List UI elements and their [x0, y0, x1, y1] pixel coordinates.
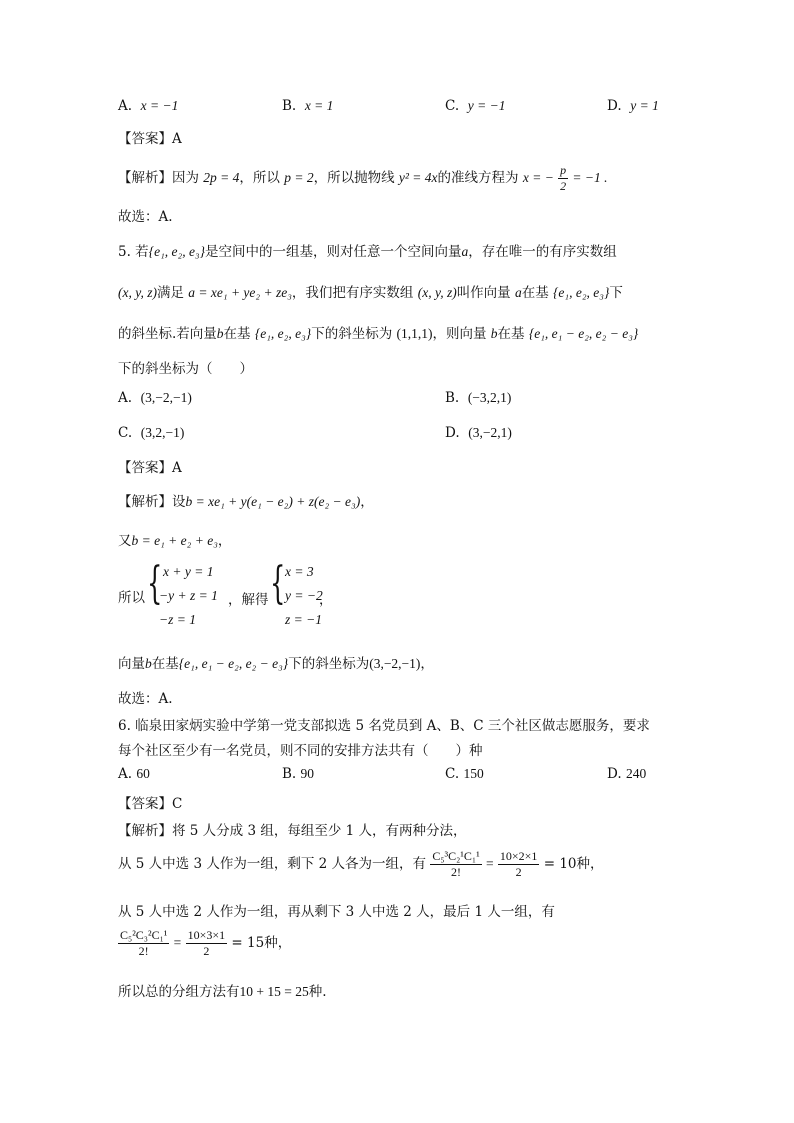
basis-e-alt: {e₁, e₁ − e₂, e₂ − e₃} — [528, 326, 639, 341]
q5-line2: (x, y, z)满足 a = xe₁ + ye₂ + ze₃，我们把有序实数组 (x, y, z)叫作向量 a在基 {e₁, e₂, e₃}下 — [118, 285, 623, 301]
q6-option-b: B. 90 — [282, 766, 315, 782]
q4-option-d: D. y = 1 — [607, 98, 659, 114]
q6-option-a: A. 60 — [118, 766, 150, 782]
q5-sol1: 【解析】设b = xe₁ + y(e₁ − e₂) + z(e₂ − e₃)， — [118, 494, 374, 510]
q5-line1: 5. 若{e₁, e₂, e₃}是空间中的一组基，则对任意一个空间向量a，存在唯一的有序实数组 — [118, 244, 617, 260]
system2-eq3: z = −1 — [285, 612, 322, 627]
q6-frac2: $\frac{10\times 2\times 1}{2}$ — [499, 849, 538, 879]
q5-option-b: B. (−3,2,1) — [445, 390, 512, 406]
q4-answer: 【答案】A — [118, 131, 182, 147]
q5-line4: 下的斜坐标为（ ） — [118, 361, 253, 377]
system1-eq1: x + y = 1 — [163, 564, 214, 579]
q6-answer: 【答案】C — [118, 796, 183, 812]
q6-sol1: 【解析】将 5 人分成 3 组，每组至少 1 人，有两种分法， — [118, 823, 467, 839]
q6-sol3: 从 5 人中选 2 人作为一组，再从剩下 3 人中选 2 人，最后 1 人一组，有 — [118, 904, 555, 920]
q6-frac3: $\frac{\text{C₅²C₃²C₁¹}}{2!}$ — [120, 928, 168, 958]
q4-analysis: 【解析】因为 2p = 4，所以 p = 2，所以抛物线 y² = 4x的准线方程为 x = − $\frac{p}{2}$ = −1 . — [118, 163, 608, 193]
q4-option-b: B. x = 1 — [282, 98, 334, 114]
brace-left-1: { — [147, 558, 163, 609]
q5-conclusion: 故选：A. — [118, 691, 173, 707]
q4-fraction: $\frac{p}{2}$ — [560, 163, 567, 193]
q4-option-c: C. y = −1 — [445, 98, 506, 114]
system1-eq3: −z = 1 — [159, 612, 196, 627]
system2-eq1: x = 3 — [285, 564, 314, 579]
q6-option-c: C. 150 — [445, 766, 484, 782]
q6-frac1: $\frac{\text{C₅³C₂¹C₁¹}}{2!}$ — [432, 849, 480, 879]
q5-option-c: C. (3,2,−1) — [118, 425, 185, 441]
q6-frac4: $\frac{10\times 3\times 1}{2}$ — [187, 928, 226, 958]
q5-sol2: 又b = e₁ + e₂ + e₃， — [118, 533, 232, 549]
q5-option-a: A. (3,−2,−1) — [118, 390, 192, 406]
basis-e: {e₁, e₂, e₃} — [148, 244, 206, 259]
q5-line3: 的斜坐标.若向量b在基 {e₁, e₂, e₃}下的斜坐标为 (1,1,1)，则向量 b在基 {e₁, e₁ − e₂, e₂ − e₃} — [118, 326, 639, 342]
q5-sol4: 向量b在基{e₁, e₁ − e₂, e₂ − e₃}下的斜坐标为(3,−2,−1)， — [118, 656, 434, 672]
q6-option-d: D. 240 — [607, 766, 647, 782]
system1-eq2: −y + z = 1 — [159, 588, 218, 603]
q6-line2: 每个社区至少有一名党员，则不同的安排方法共有（ ）种 — [118, 743, 483, 759]
q6-sol2: 从 5 人中选 3 人作为一组，剩下 2 人各为一组，有 $\frac{\text{C₅³C₂¹C₁¹}}{2!}$ = $\frac{10\times 2\times 1}{2}$ = 10种， — [118, 849, 604, 879]
q5-sol3-end: ， — [319, 592, 333, 608]
q5-answer: 【答案】A — [118, 460, 182, 476]
brace-left-2: { — [270, 558, 286, 609]
vector-a: a — [461, 244, 469, 259]
q6-sol4: $\frac{\text{C₅²C₃²C₁¹}}{2!}$ = $\frac{10\times 3\times 1}{2}$ = 15种， — [120, 928, 292, 958]
q6-line1: 6. 临泉田家炳实验中学第一党支部拟选 5 名党员到 A、B、C 三个社区做志愿服务，要求 — [118, 718, 650, 734]
system2-eq2: y = −2 — [285, 588, 323, 603]
q5-sol3-mid: ，解得 — [228, 592, 269, 608]
q4-option-a: A. x = −1 — [118, 98, 179, 114]
q5-option-d: D. (3,−2,1) — [445, 425, 512, 441]
q5-sol3-lead: 所以 — [118, 590, 145, 606]
q6-sol5: 所以总的分组方法有10 + 15 = 25种. — [118, 984, 327, 1000]
q4-conclusion: 故选：A. — [118, 209, 173, 225]
